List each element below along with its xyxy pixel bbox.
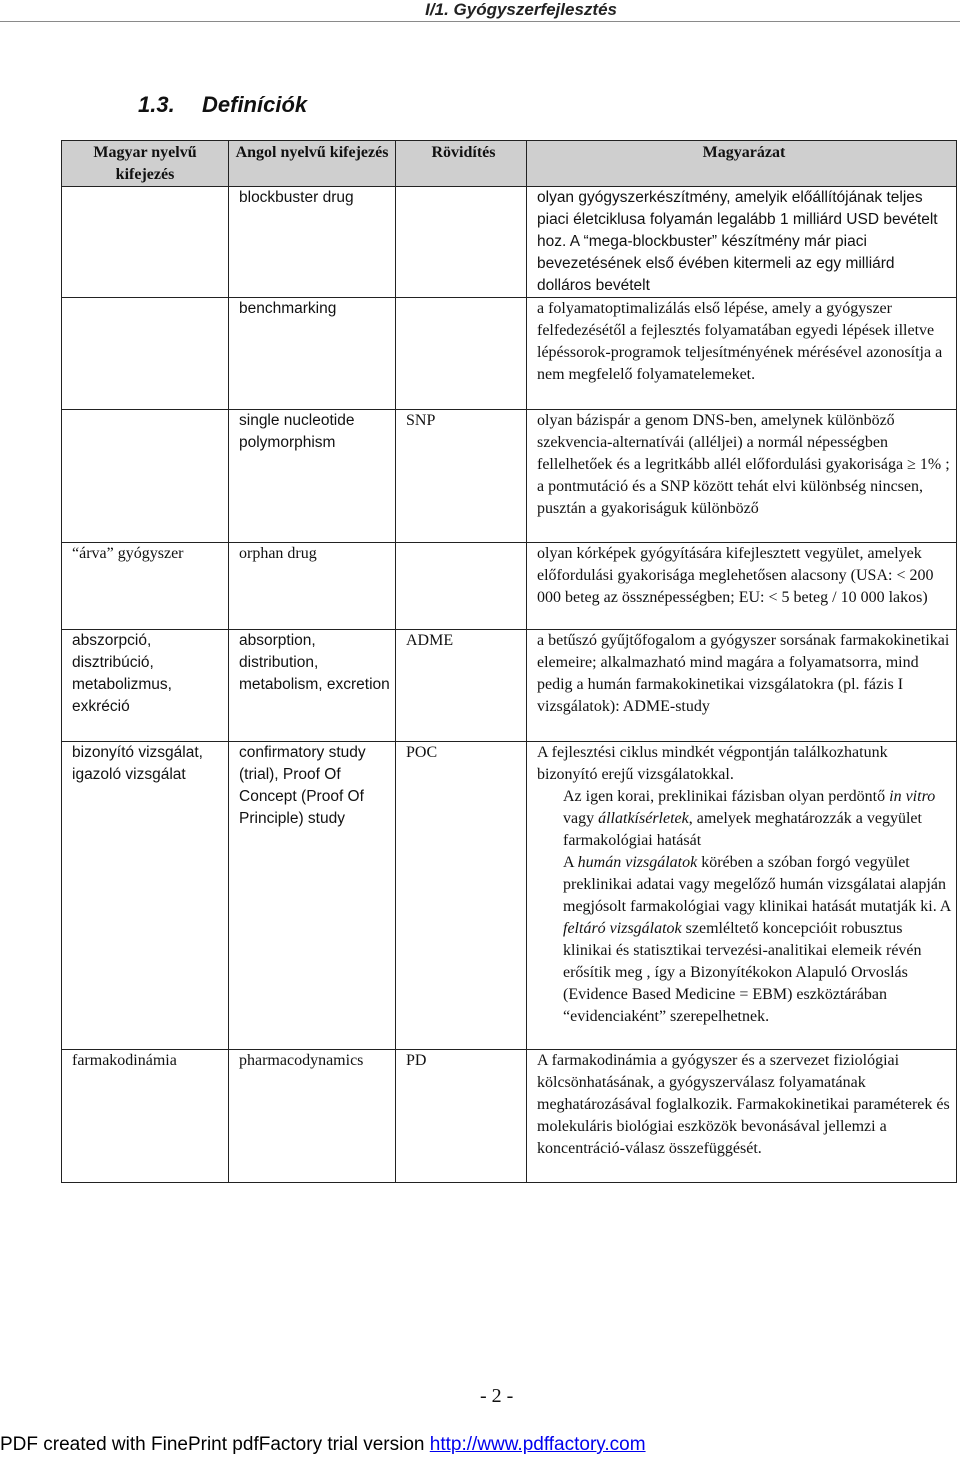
running-header <box>0 0 960 22</box>
cell-explanation <box>527 742 957 1050</box>
cell-english-term: single nucleotide polymorphism <box>229 410 396 543</box>
cell-explanation: olyan gyógyszerkészítmény, amelyik előállítójának teljes piaci életciklusa folyamán legalább 1 milliárd USD bevételt hoz. A “mega-blockbuster” készítmény már piaci bevezetésének első évében kitermeli az egy milliárd dolláros bevételt <box>527 187 957 298</box>
cell-hungarian-term: bizonyító vizsgálat, igazoló vizsgálat <box>62 742 229 1050</box>
cell-english-term: blockbuster drug <box>229 187 396 298</box>
table-row <box>62 187 957 298</box>
cell-hungarian-term <box>62 187 229 298</box>
cell-english-term: confirmatory study (trial), Proof Of Concept (Proof Of Principle) study <box>229 742 396 1050</box>
cell-english-term: absorption, distribution, metabolism, excretion <box>229 630 396 742</box>
cell-explanation: a folyamatoptimalizálás első lépése, amely a gyógyszer felfedezésétől a fejlesztés folyamatában egyedi lépések illetve lépéssorok-programok teljesítményének mérésével azonosítja a nem megfelelő folyamatelemeket. <box>527 298 957 410</box>
cell-abbreviation: POC <box>396 742 527 1050</box>
table-row <box>62 630 957 742</box>
table-row <box>62 543 957 630</box>
poc-p1-italic-animal-tests: állatkísérletek <box>598 810 689 827</box>
cell-abbreviation <box>396 187 527 298</box>
cell-hungarian-term: farmakodinámia <box>62 1050 229 1183</box>
definitions-table <box>61 140 957 1183</box>
table-header-row <box>62 141 957 187</box>
cell-abbreviation: PD <box>396 1050 527 1183</box>
header-hungarian-term: Magyar nyelvű kifejezés <box>62 141 229 187</box>
cell-hungarian-term <box>62 410 229 543</box>
header-explanation: Magyarázat <box>527 141 957 187</box>
poc-p2-text-c: szemléltető koncepcióit robusztus klinikai és statisztikai tervezési-analitikai elemeik révén erősítik meg , így a Bizonyítékokon Alapuló Orvoslás (Evidence Based Medicine = EBM) eszköztárában “evidenciaként” szerepelhetnek. <box>563 920 922 1025</box>
poc-preclinical-paragraph <box>537 786 951 852</box>
poc-p1-text-c: , amelyek meghatározzák a vegyület farmakológiai hatását <box>563 810 922 849</box>
footer-link[interactable]: http://www.pdffactory.com <box>429 1434 646 1455</box>
poc-p2-italic-exploratory-studies: feltáró vizsgálatok <box>563 920 682 937</box>
cell-english-term: orphan drug <box>229 543 396 630</box>
section-heading <box>138 92 307 118</box>
cell-abbreviation <box>396 543 527 630</box>
page-number: - 2 - <box>480 1385 514 1407</box>
table-row <box>62 410 957 543</box>
cell-explanation: olyan kórképek gyógyítására kifejlesztett vegyület, amelyek előfordulási gyakorisága meglehetősen alacsony (USA: < 200 000 beteg az össznépességben; EU: < 5 beteg / 10 000 lakos) <box>527 543 957 630</box>
poc-p1-text-b: vagy <box>563 810 599 827</box>
cell-abbreviation <box>396 298 527 410</box>
footer-text: PDF created with FinePrint pdfFactory trial version <box>0 1434 430 1455</box>
cell-explanation: olyan bázispár a genom DNS-ben, amelynek különböző szekvencia-alternatívái (alléljei) a normál népességben fellelhetőek és a legritkább allél előfordulási gyakorisága ≥ 1% ; a pontmutáció és a SNP között tehát elvi különbség nincsen, pusztán a gyakoriságuk különböző <box>527 410 957 543</box>
pdf-footer <box>0 1432 960 1460</box>
section-title: Definíciók <box>202 92 308 117</box>
cell-english-term: pharmacodynamics <box>229 1050 396 1183</box>
poc-p2-italic-human-studies: humán vizsgálatok <box>577 854 698 871</box>
poc-p2-text-a: A <box>563 854 578 871</box>
poc-human-paragraph <box>537 852 951 1028</box>
header-english-term: Angol nyelvű kifejezés <box>229 141 396 187</box>
table-row <box>62 1050 957 1183</box>
poc-p2-text-b: körében a szóban forgó vegyület preklinikai adatai vagy megelőző humán vizsgálatai alapján megjósolt farmakológiai vagy klinikai hatását mutatják ki. A <box>563 854 951 915</box>
cell-hungarian-term: “árva” gyógyszer <box>62 543 229 630</box>
cell-explanation: a betűszó gyűjtőfogalom a gyógyszer sorsának farmakokinetikai elemeire; alkalmazható mind magára a folyamatsorra, mind pedig a humán farmakokinetikai vizsgálatokra (pl. fázis I vizsgálatok): ADME-study <box>527 630 957 742</box>
cell-hungarian-term: abszorpció, disztribúció, metabolizmus, exkréció <box>62 630 229 742</box>
section-number: 1.3. <box>138 92 175 117</box>
poc-p1-italic-in-vitro: in vitro <box>889 788 936 805</box>
running-header-title: I/1. Gyógyszerfejlesztés <box>425 0 617 19</box>
cell-abbreviation: SNP <box>396 410 527 543</box>
cell-hungarian-term <box>62 298 229 410</box>
cell-english-term: benchmarking <box>229 298 396 410</box>
poc-intro: A fejlesztési ciklus mindkét végpontján találkozhatunk bizonyító erejű vizsgálatokkal. <box>537 744 888 783</box>
poc-p1-text-a: Az igen korai, preklinikai fázisban olyan perdöntő <box>563 788 890 805</box>
cell-abbreviation: ADME <box>396 630 527 742</box>
cell-explanation: A farmakodinámia a gyógyszer és a szervezet fiziológiai kölcsönhatásának, a gyógyszerválasz folyamatának meghatározásával foglalkozik. Farmakokinetikai paraméterek és molekuláris biológiai eszközök bevonásával jellemzi a koncentráció-válasz összefüggését. <box>527 1050 957 1183</box>
table-row <box>62 742 957 1050</box>
table-row <box>62 298 957 410</box>
header-abbreviation: Rövidítés <box>396 141 527 187</box>
